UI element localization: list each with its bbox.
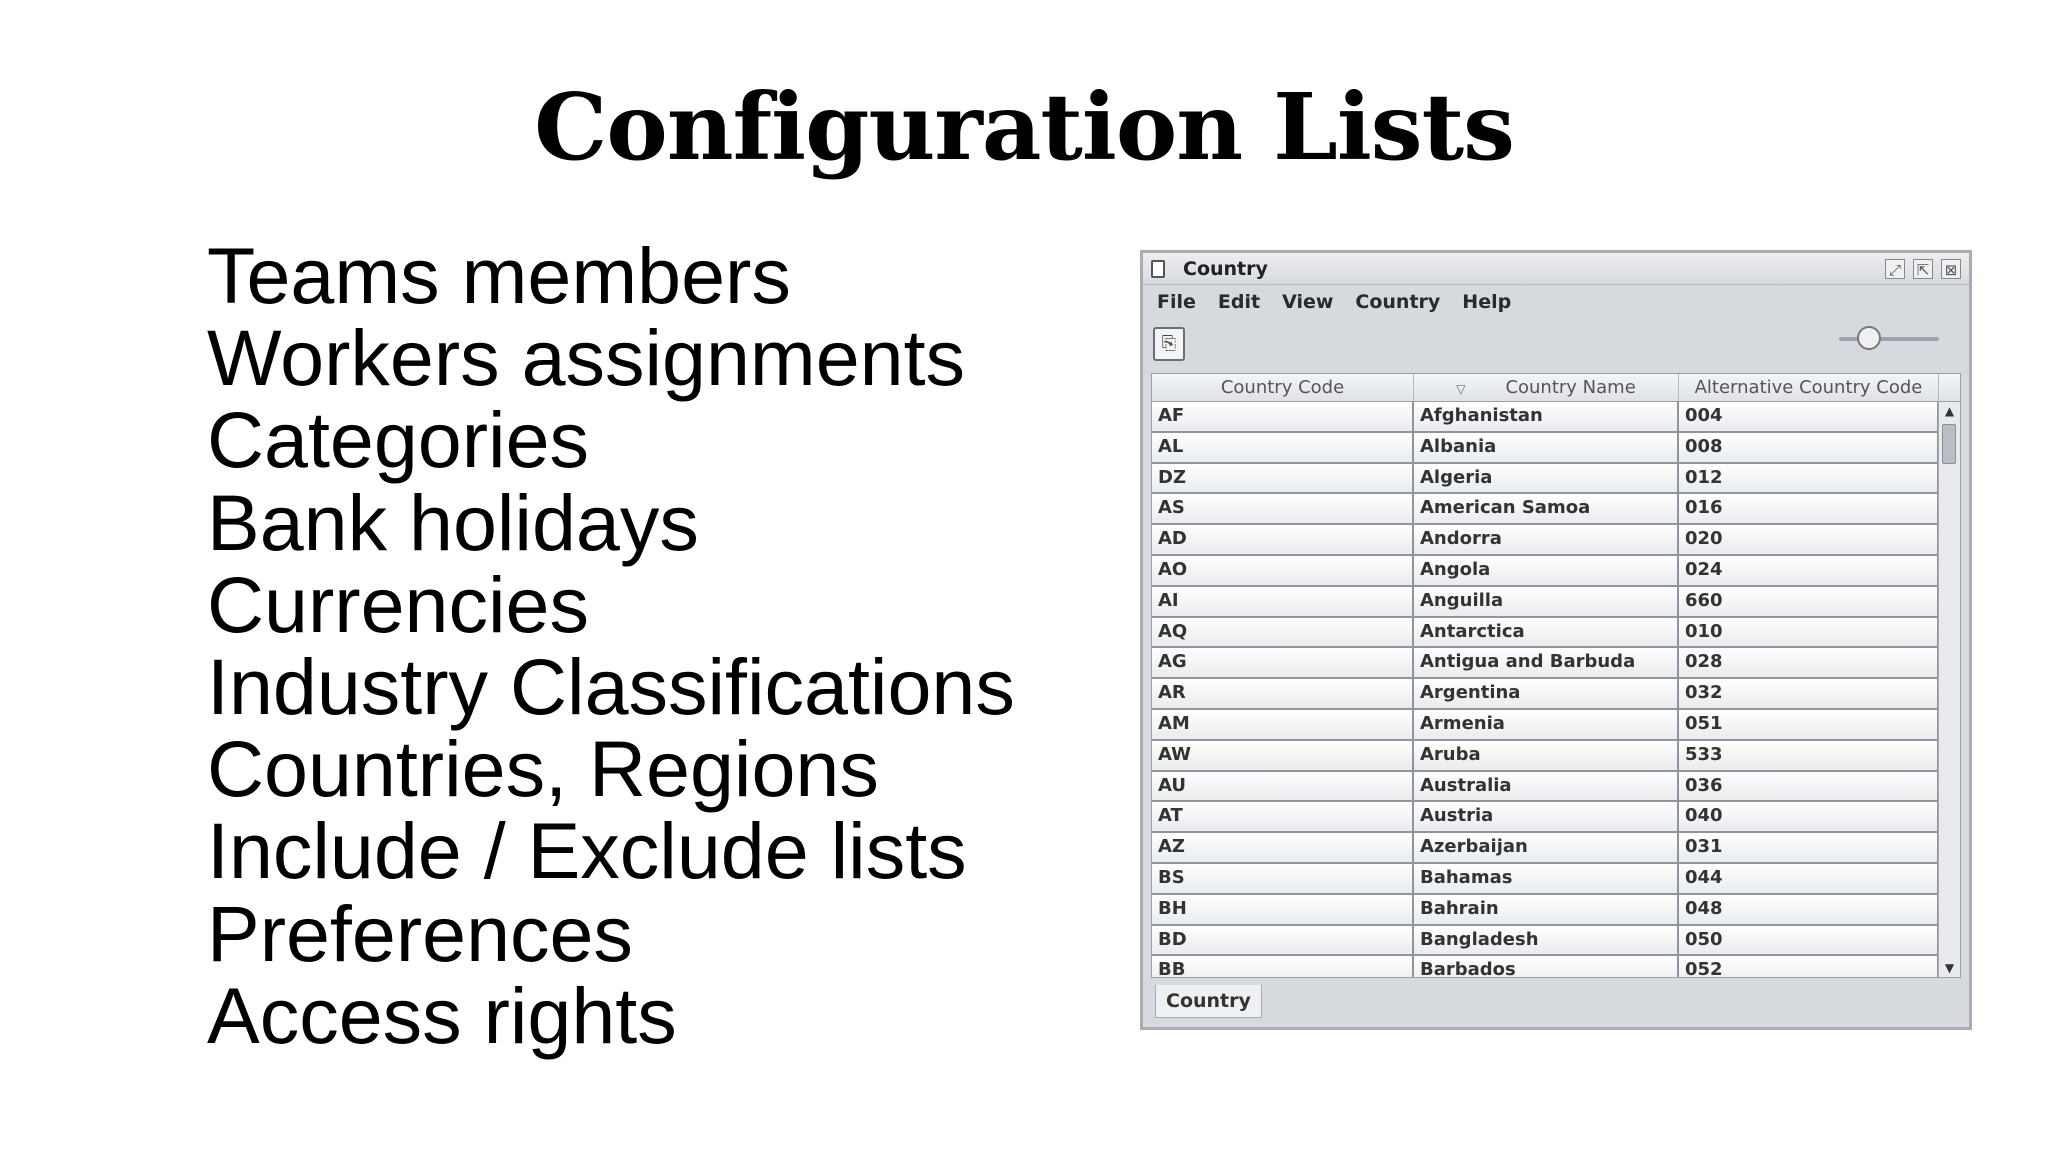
bullet-item: Industry Classifications <box>207 642 1015 732</box>
scroll-down-icon[interactable]: ▼ <box>1944 961 1955 975</box>
cell-alt-code[interactable]: 050 <box>1679 926 1939 955</box>
cell-country-name[interactable]: Andorra <box>1414 525 1679 554</box>
cell-alt-code[interactable]: 052 <box>1679 956 1939 978</box>
export-icon[interactable]: ⎘ <box>1153 327 1185 361</box>
country-table <box>1151 373 1961 978</box>
cell-alt-code[interactable]: 028 <box>1679 648 1939 677</box>
cell-alt-code[interactable]: 010 <box>1679 618 1939 647</box>
cell-alt-code[interactable]: 051 <box>1679 710 1939 739</box>
maximize-icon[interactable]: ⇱ <box>1913 259 1933 279</box>
table-row[interactable] <box>1152 895 1939 926</box>
cell-country-code[interactable]: DZ <box>1152 464 1414 493</box>
cell-country-code[interactable]: BH <box>1152 895 1414 924</box>
cell-country-code[interactable]: AL <box>1152 433 1414 462</box>
cell-alt-code[interactable]: 020 <box>1679 525 1939 554</box>
cell-country-name[interactable]: Bangladesh <box>1414 926 1679 955</box>
table-row[interactable] <box>1152 802 1939 833</box>
cell-country-name[interactable]: Antarctica <box>1414 618 1679 647</box>
cell-alt-code[interactable]: 660 <box>1679 587 1939 616</box>
bullet-item: Bank holidays <box>207 477 699 567</box>
cell-country-code[interactable]: BD <box>1152 926 1414 955</box>
cell-country-code[interactable]: AW <box>1152 741 1414 770</box>
close-icon[interactable]: ⊠ <box>1941 259 1961 279</box>
status-bar <box>1143 981 1969 1027</box>
bullet-item: Workers assignments <box>207 313 966 403</box>
cell-alt-code[interactable]: 040 <box>1679 802 1939 831</box>
bullet-item: Categories <box>207 395 590 485</box>
menu-file[interactable]: File <box>1157 291 1196 313</box>
cell-alt-code[interactable]: 008 <box>1679 433 1939 462</box>
zoom-slider[interactable] <box>1839 337 1939 341</box>
cell-alt-code[interactable]: 036 <box>1679 772 1939 801</box>
table-row[interactable] <box>1152 494 1939 525</box>
table-row[interactable] <box>1152 402 1939 433</box>
table-row[interactable] <box>1152 926 1939 957</box>
slide-title: Configuration Lists <box>534 73 1514 181</box>
column-header-alt-code[interactable]: Alternative Country Code <box>1679 374 1939 401</box>
country-window <box>1140 250 1972 1030</box>
menu-country[interactable]: Country <box>1355 291 1441 313</box>
cell-country-name[interactable]: Angola <box>1414 556 1679 585</box>
cell-country-name[interactable]: Argentina <box>1414 679 1679 708</box>
column-header-country-code[interactable]: Country Code <box>1152 374 1414 401</box>
cell-country-name[interactable]: Azerbaijan <box>1414 833 1679 862</box>
window-titlebar[interactable] <box>1143 253 1969 285</box>
scrollbar-thumb[interactable] <box>1942 424 1956 464</box>
zoom-slider-handle[interactable] <box>1857 326 1881 350</box>
bullet-item: Access rights <box>207 970 677 1060</box>
cell-country-name[interactable]: Bahamas <box>1414 864 1679 893</box>
document-icon <box>1151 260 1165 278</box>
table-row[interactable] <box>1152 864 1939 895</box>
bullet-item: Preferences <box>207 888 633 978</box>
cell-country-name[interactable]: Antigua and Barbuda <box>1414 648 1679 677</box>
column-header-label: Country Name <box>1505 377 1636 398</box>
cell-alt-code[interactable]: 012 <box>1679 464 1939 493</box>
cell-country-code[interactable]: AG <box>1152 648 1414 677</box>
cell-alt-code[interactable]: 032 <box>1679 679 1939 708</box>
bullet-item: Countries, Regions <box>207 724 879 814</box>
cell-country-name[interactable]: Armenia <box>1414 710 1679 739</box>
cell-alt-code[interactable]: 048 <box>1679 895 1939 924</box>
toolbar <box>1143 319 1969 369</box>
table-row[interactable] <box>1152 679 1939 710</box>
table-row[interactable] <box>1152 587 1939 618</box>
tab-country[interactable]: Country <box>1155 985 1262 1018</box>
cell-country-code[interactable]: AO <box>1152 556 1414 585</box>
cell-country-name[interactable]: Afghanistan <box>1414 402 1679 431</box>
table-row[interactable] <box>1152 556 1939 587</box>
bullet-item: Teams members <box>207 231 791 320</box>
table-row[interactable] <box>1152 956 1939 978</box>
column-header-country-name[interactable] <box>1414 374 1679 401</box>
menu-edit[interactable]: Edit <box>1217 291 1261 313</box>
cell-country-name[interactable]: Austria <box>1414 802 1679 831</box>
cell-country-name[interactable]: Algeria <box>1414 464 1679 493</box>
table-row[interactable] <box>1152 648 1939 679</box>
cell-alt-code[interactable]: 024 <box>1679 556 1939 585</box>
sort-down-icon[interactable]: ▽ <box>1456 382 1466 396</box>
cell-country-code[interactable]: AZ <box>1152 833 1414 862</box>
cell-country-code[interactable]: AT <box>1152 802 1414 831</box>
table-row[interactable] <box>1152 772 1939 803</box>
table-row[interactable] <box>1152 525 1939 556</box>
menu-bar <box>1143 285 1969 319</box>
cell-country-code[interactable]: AI <box>1152 587 1414 616</box>
cell-country-code[interactable]: BS <box>1152 864 1414 893</box>
cell-country-name[interactable]: Bahrain <box>1414 895 1679 924</box>
cell-country-code[interactable]: AF <box>1152 402 1414 431</box>
cell-country-name[interactable]: Australia <box>1414 772 1679 801</box>
table-header <box>1152 374 1960 402</box>
cell-country-code[interactable]: AR <box>1152 679 1414 708</box>
cell-alt-code[interactable]: 016 <box>1679 494 1939 523</box>
window-title: Country <box>1183 257 1268 280</box>
table-row[interactable] <box>1152 464 1939 495</box>
table-body <box>1152 402 1939 978</box>
vertical-scrollbar[interactable] <box>1938 402 1960 977</box>
restore-icon[interactable]: ⤢ <box>1885 259 1905 279</box>
cell-country-code[interactable]: AD <box>1152 525 1414 554</box>
table-row[interactable] <box>1152 833 1939 864</box>
cell-country-name[interactable]: Aruba <box>1414 741 1679 770</box>
cell-alt-code[interactable]: 031 <box>1679 833 1939 862</box>
table-row[interactable] <box>1152 618 1939 649</box>
cell-country-code[interactable]: AM <box>1152 710 1414 739</box>
cell-country-code[interactable]: AQ <box>1152 618 1414 647</box>
cell-alt-code[interactable]: 044 <box>1679 864 1939 893</box>
table-row[interactable] <box>1152 433 1939 464</box>
bullet-item: Include / Exclude lists <box>207 806 967 896</box>
cell-country-name[interactable]: Albania <box>1414 433 1679 462</box>
cell-country-name[interactable]: American Samoa <box>1414 494 1679 523</box>
cell-country-name[interactable]: Barbados <box>1414 956 1679 978</box>
menu-view[interactable]: View <box>1282 291 1334 313</box>
bullet-list <box>207 231 1015 1060</box>
cell-country-code[interactable]: BB <box>1152 956 1414 978</box>
scroll-up-icon[interactable]: ▲ <box>1944 404 1955 418</box>
cell-country-code[interactable]: AS <box>1152 494 1414 523</box>
cell-country-name[interactable]: Anguilla <box>1414 587 1679 616</box>
menu-help[interactable]: Help <box>1462 291 1512 313</box>
cell-alt-code[interactable]: 004 <box>1679 402 1939 431</box>
cell-alt-code[interactable]: 533 <box>1679 741 1939 770</box>
table-row[interactable] <box>1152 710 1939 741</box>
bullet-item: Currencies <box>207 559 589 649</box>
table-row[interactable] <box>1152 741 1939 772</box>
cell-country-code[interactable]: AU <box>1152 772 1414 801</box>
